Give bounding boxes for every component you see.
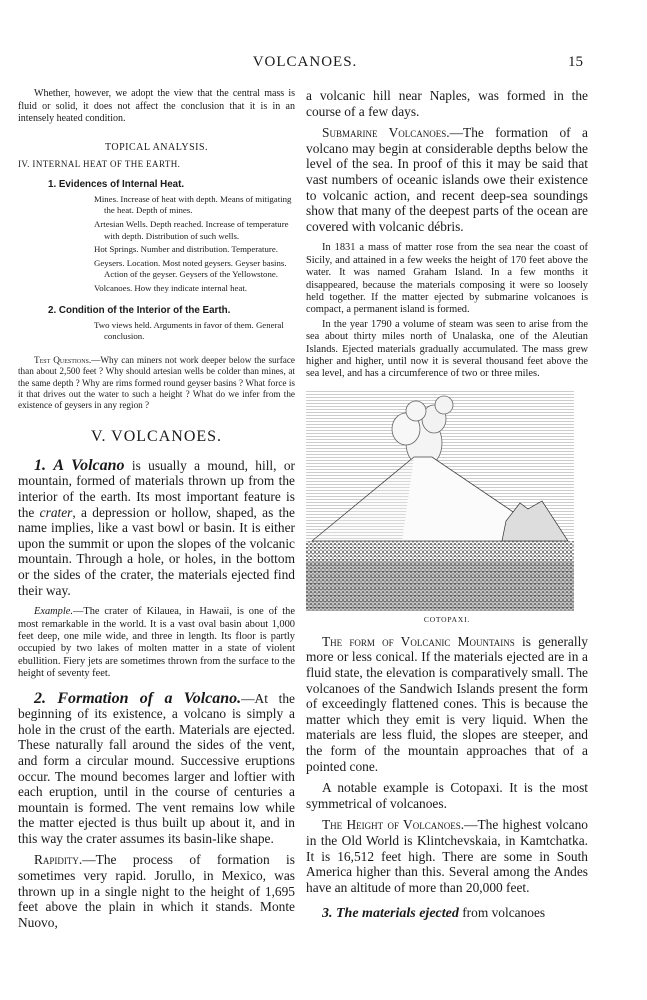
cotopaxi-illustration (306, 391, 574, 611)
figure-caption: COTOPAXI. (423, 614, 471, 624)
test-questions (18, 355, 295, 412)
test-questions-label: Test Questions. (34, 354, 92, 365)
paragraph-materials (306, 905, 588, 922)
paragraph-text: is usually a mound, hill, or mountain, formed of materials thrown up from the interior of the earth. Its most important feature is the (18, 457, 295, 520)
paragraph-text: —The process of formation is sometimes very rapid. Jorullo, in Mexico, was thrown up in a single night to the height of 1,695 feet above the plain in which it stands. Monte Nuovo, (18, 852, 295, 930)
foreground-vegetation (306, 561, 574, 611)
paragraph-submarine (306, 125, 588, 234)
paragraph-rapidity (18, 852, 295, 930)
example-label: Example. (34, 606, 73, 618)
note-unalaska: In the year 1790 a volume of steam was seen to arise from the sea about thirty miles north of Unalaska, one of the Aleutian Islands. Ejected materials gradually accumulated. The mass grew higher and higher, until now it is several thousand feet above the sea level, and has a circumference of two or three miles. (306, 318, 588, 380)
page-title: VOLCANOES. (252, 54, 358, 70)
test-questions-text: —Why can miners not work deeper below the surface than about 2,500 feet ? Why should artesian wells be colder than mines, at the same depth ? Why are rims formed round geyser basins ? What force is it that drives out the water to such a height ? What do we infer from the existence of geysers in any region ? (18, 354, 295, 411)
paragraph-text: from volcanoes (458, 905, 546, 921)
note-graham-island: In 1831 a mass of matter rose from the sea near the coast of Sicily, and attained in a few weeks the height of 170 feet above the water. It was named Graham Island. In a few months it disappeared, because the materials composing it were so loosely held together. If the matter ejected by submarine volcanoes is compact, a permanent island is formed. (306, 242, 588, 316)
outline-item: Artesian Wells. Depth reached. Increase of temperature with depth. Distribution of such wells. (94, 218, 289, 241)
page-number: 15 (568, 54, 583, 70)
paragraph-text: is generally more or less conical. If the materials ejected are in a fluid state, the elevation is comparatively small. The volcanoes of the Sandwich Islands present the form of exceedingly flattened cones. This is because the matter which they emit is very liquid. When the materials are less fluid, the slopes are steeper, and the form of the mountain approaches that of a pointed cone. (306, 633, 588, 774)
crater-term: crater (39, 504, 73, 520)
outline-subheading-evidences: 1. Evidences of Internal Heat. (48, 178, 185, 190)
left-column (18, 88, 295, 930)
outline-item: Geysers. Location. Most noted geysers. Geyser basins. Action of the geyser. Geysers of the Yellowstone. (94, 257, 287, 280)
section-lead-2: 2. Formation of a Volcano. (34, 689, 242, 707)
example-kilauea (18, 606, 295, 680)
paragraph-continuation: a volcanic hill near Naples, was formed in the course of a few days. (306, 88, 588, 119)
paragraph-form (306, 634, 588, 774)
topical-analysis-heading: TOPICAL ANALYSIS. (104, 141, 209, 153)
outline-section-heading: IV. INTERNAL HEAT OF THE EARTH. (18, 158, 181, 169)
outline-items-evidences (94, 194, 295, 295)
paragraph-text: —At the beginning of its existence, a volcano is simply a hole in the crust of the earth. Materials are ejected. These naturally fall around the sides of the vent, and form a circular mound. Successive eruptions occur. The mound becomes larger and loftier with each eruption, until in the course of centuries a mountain is formed. The vent remains low while the matter ejected is thus built up about it, and in this way the crater assumes its basin-like shape. (18, 690, 295, 846)
outline-item: Volcanoes. How they indicate internal heat. (94, 282, 248, 293)
example-text: —The crater of Kilauea, in Hawaii, is one of the most remarkable in the world. It is a vast oval basin about 1,000 feet deep, one mile wide, and three in length. Its floor is partly occupied by two lakes of molten matter in a state of violent ebullition. Fiery jets are sometimes thrown from the surface to the height of seventy feet. (18, 606, 295, 680)
right-column (306, 88, 588, 922)
outline-item: Hot Springs. Number and distribution. Temperature. (94, 244, 278, 255)
paragraph-notable: A notable example is Cotopaxi. It is the most symmetrical of volcanoes. (306, 780, 588, 811)
submarine-label: Submarine Volcanoes. (322, 125, 450, 141)
form-label: The form of Volcanic Mountains (322, 633, 515, 649)
outline-item: Two views held. Arguments in favor of them. General conclusion. (94, 319, 284, 342)
paragraph-height (306, 817, 588, 895)
paragraph-text: —The highest volcano in the Old World is Klintchevskaia, in Kamtchatka. It is 16,512 feet high. There are some in South America higher than this. Several among the Andes have an altitude of more than 20,000 feet. (306, 817, 588, 895)
paragraph-formation (18, 691, 295, 847)
intro-paragraph: Whether, however, we adopt the view that the central mass is fluid or solid, it does not affect the conclusion that it is in an intensely heated condition. (18, 88, 295, 125)
paragraph-text: , a depression or hollow, shaped, as the name implies, like a vast bowl or basin. It is either upon the summit or upon the slopes of the volcanic mountain. Through a hole, or holes, in the bottom or the sides of the crater, the materials ejected find their way. (18, 504, 295, 598)
paragraph-text: —The formation of a volcano may begin at considerable depths below the level of the sea. In proof of this it may be said that vast numbers of oceanic islands owe their existence to volcanic action, and recent deep-sea soundings show that many of the deepest parts of the ocean are covered with volcanic débris. (306, 125, 588, 234)
section-lead-1: 1. A Volcano (34, 456, 125, 474)
rapidity-label: Rapidity. (34, 852, 83, 868)
height-label: The Height of Volcanoes. (322, 817, 465, 833)
outline-subheading-condition: 2. Condition of the Interior of the Earth. (48, 304, 231, 316)
chapter-title: V. VOLCANOES. (90, 427, 223, 445)
paragraph-volcano-definition (18, 458, 295, 598)
running-head (0, 54, 647, 72)
section-lead-3: 3. The materials ejected (322, 906, 459, 922)
outline-item: Mines. Increase of heat with depth. Means of mitigating the heat. Depth of mines. (94, 193, 292, 216)
outline-items-condition (94, 320, 295, 343)
